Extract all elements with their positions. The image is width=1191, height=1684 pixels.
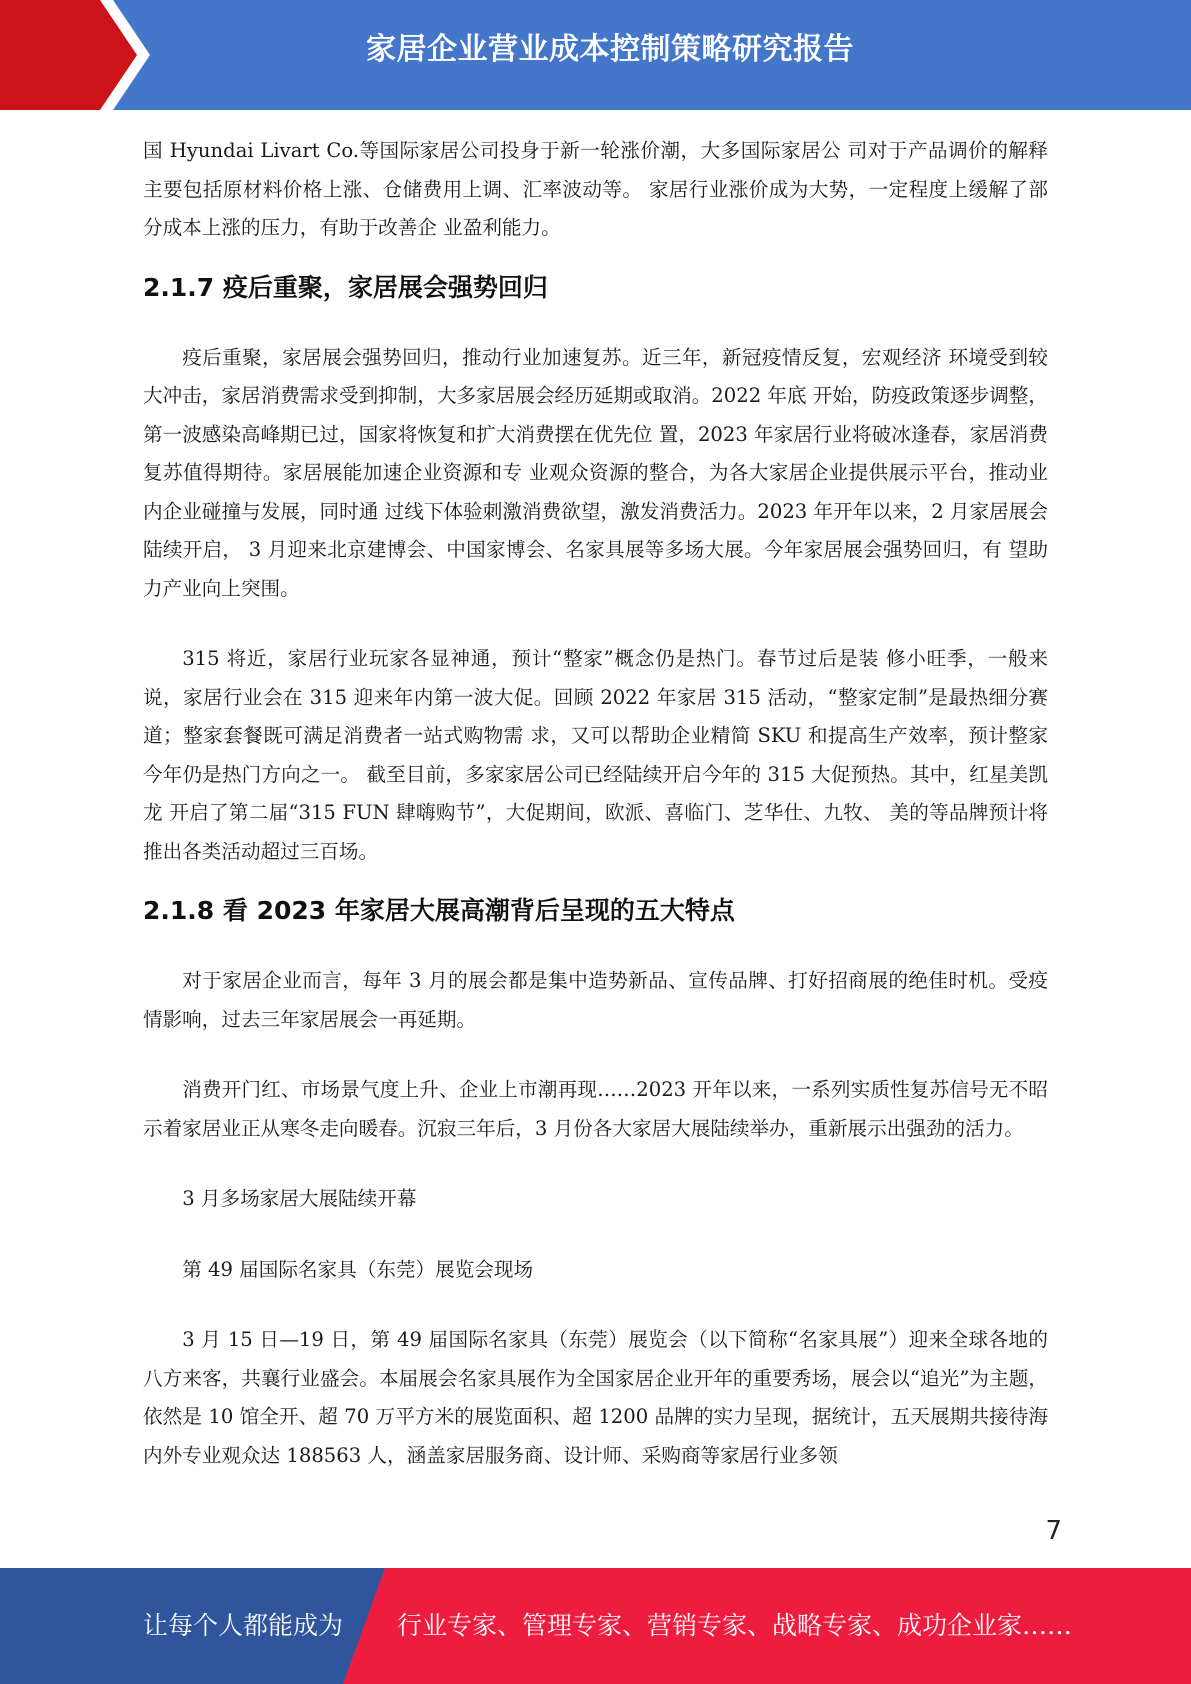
paragraph-6: 第 49 届国际名家具（东莞）展览会现场: [182, 1257, 534, 1281]
document-title: 家居企业营业成本控制策略研究报告: [366, 32, 854, 67]
paragraph-0: 国 Hyundai Livart Co.等国际家居公司投身于新一轮涨价潮，大多国际家居公 司对于产品调价的解释主要包括原材料价格上涨、仓储费用上调、汇率波动等。 家居行业涨价成为大势，一定程度上缓解了部分成本上涨的压力，有助于改善企 业盈利能力。: [143, 139, 1048, 239]
paragraph-4: 消费开门红、市场景气度上升、企业上市潮再现……2023 开年以来，一系列实质性复苏信号无不昭示着家居业正从寒冬走向暖春。沉寂三年后，3 月份各大家居大展陆续举办，重新展示出强劲的活力。: [143, 1078, 1048, 1140]
paragraph-7: 3 月 15 日—19 日，第 49 届国际名家具（东莞）展览会（以下简称“名家具展”）迎来全球各地的八方来客，共襄行业盛会。本届展会名家具展作为全国家居企业开年的重要秀场，展会以“追光”为主题，依然是 10 馆全开、超 70 万平方米的展览面积、超 1200 品牌的实力呈现，据统计，五天展期共接待海内外专业观众达 188563 人，涵盖家居服务商、设计师、采购商等家居行业多领: [143, 1328, 1048, 1467]
paragraph-1: 疫后重聚，家居展会强势回归，推动行业加速复苏。近三年，新冠疫情反复，宏观经济 环境受到较大冲击，家居消费需求受到抑制，大多家居展会经历延期或取消。2022 年底 开始，防疫政策逐步调整，第一波感染高峰期已过，国家将恢复和扩大消费摆在优先位 置，2023 年家居行业将破冰逢春，家居消费复苏值得期待。家居展能加速企业资源和专 业观众资源的整合，为各大家居企业提供展示平台，推动业内企业碰撞与发展，同时通 过线下体验刺激消费欲望，激发消费活力。2023 年开年以来，2 月家居展会陆续开启， 3 月迎来北京建博会、中国家博会、名家具展等多场大展。今年家居展会强势回归，有 望助力产业向上突围。: [143, 345, 1048, 600]
page-number: 7: [1045, 1516, 1062, 1546]
paragraph-2: 315 将近，家居行业玩家各显神通，预计“整家”概念仍是热门。春节过后是装 修小旺季，一般来说，家居行业会在 315 迎来年内第一波大促。回顾 2022 年家居 315 活动，“整家定制”是最热细分赛道；整家套餐既可满足消费者一站式购物需 求，又可以帮助企业精简 SKU 和提高生产效率，预计整家今年仍是热门方向之一。 截至目前，多家家居公司已经陆续开启今年的 315 大促预热。其中，红星美凯龙 开启了第二届“315 FUN 肆嗨购节”，大促期间，欧派、喜临门、芝华仕、九牧、 美的等品牌预计将推出各类活动超过三百场。: [143, 647, 1048, 863]
page-header: [0, 0, 1191, 110]
footer-slogan-left: 让每个人都能成为: [143, 1611, 344, 1640]
section-heading-2-1-7: 2.1.7 疫后重聚，家居展会强势回归: [143, 272, 548, 302]
paragraph-5: 3 月多场家居大展陆续开幕: [182, 1187, 417, 1210]
paragraph-3: 对于家居企业而言，每年 3 月的展会都是集中造势新品、宣传品牌、打好招商展的绝佳时机。受疫情影响，过去三年家居展会一再延期。: [143, 969, 1048, 1031]
page-footer: [0, 1568, 1191, 1684]
section-heading-2-1-8: 2.1.8 看 2023 年家居大展高潮背后呈现的五大特点: [143, 896, 735, 925]
footer-slogan-right: 行业专家、管理专家、营销专家、战略专家、成功企业家……: [397, 1611, 1073, 1640]
page-content: [143, 132, 1048, 1475]
